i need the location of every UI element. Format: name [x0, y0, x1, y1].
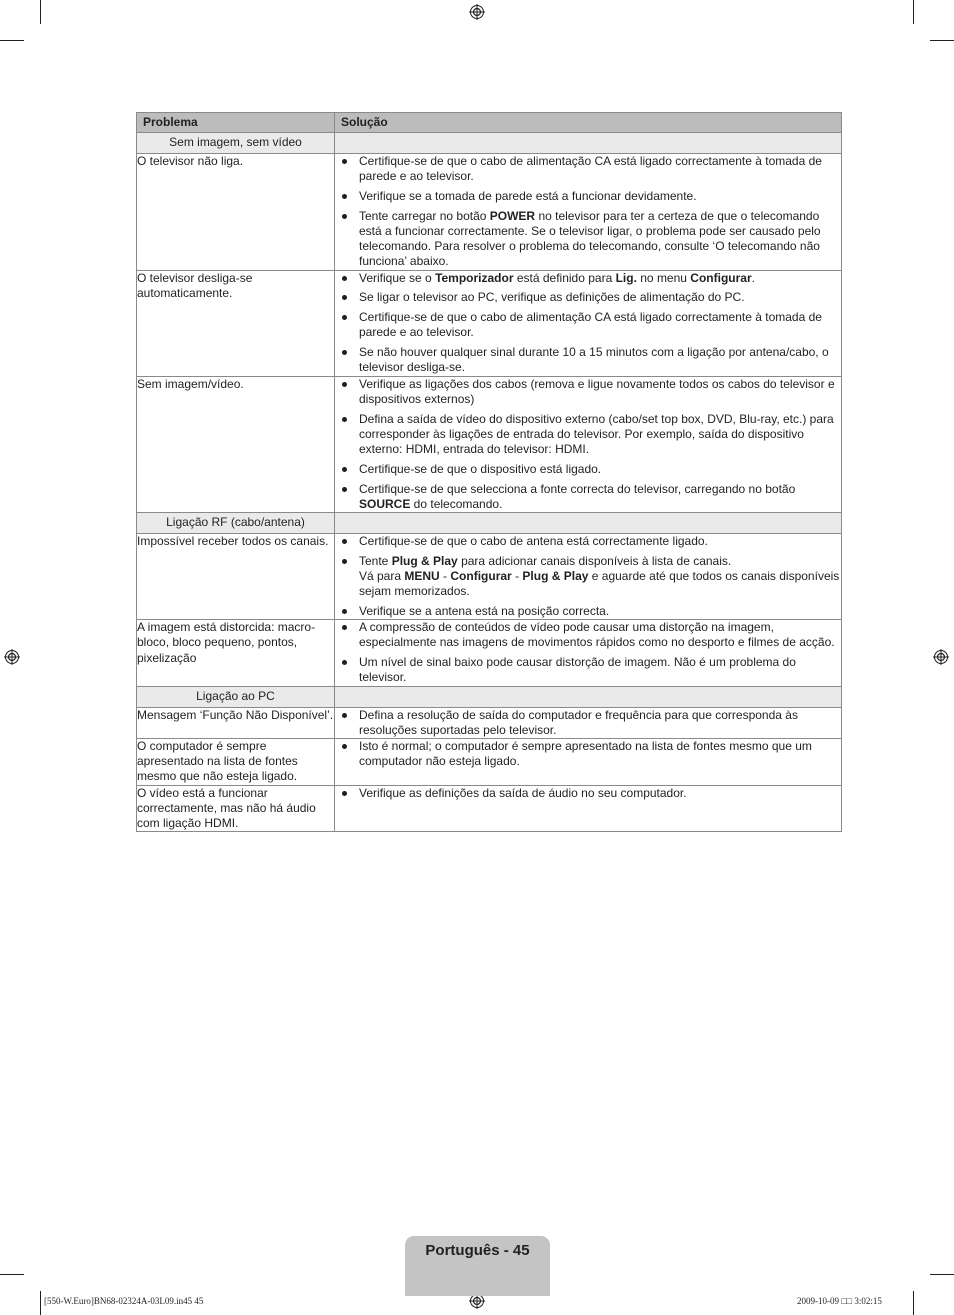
list-item: Defina a resolução de saída do computador e frequência para que corresponda às resoluções suportadas pelo televisor.: [335, 708, 841, 738]
list-item: Isto é normal; o computador é sempre apresentado na lista de fontes mesmo que um computador não esteja ligado.: [335, 739, 841, 769]
solution-cell: [335, 154, 842, 271]
problem-cell: O televisor desliga-se automaticamente.: [137, 270, 335, 376]
section-title: Ligação ao PC: [137, 686, 335, 707]
list-item: Verifique as definições da saída de áudio no seu computador.: [335, 786, 841, 801]
solution-list: [335, 739, 841, 769]
solution-list: [335, 786, 841, 801]
section-empty-cell: [335, 513, 842, 534]
table-row: [137, 376, 842, 512]
problem-cell: A imagem está distorcida: macro-bloco, bloco pequeno, pontos, pixelização: [137, 620, 335, 686]
registration-mark-icon: [469, 4, 485, 20]
problem-cell: Impossível receber todos os canais.: [137, 534, 335, 620]
problem-cell: O vídeo está a funcionar correctamente, mas não há áudio com ligação HDMI.: [137, 785, 335, 832]
problem-cell: Sem imagem/vídeo.: [137, 376, 335, 512]
list-item: Defina a saída de vídeo do dispositivo externo (cabo/set top box, DVD, Blu-ray, etc.) para corresponder às ligações de entrada do televisor. Por exemplo, saída do dispositivo externo: HDMI, entrada do televisor: HDMI.: [335, 412, 841, 458]
section-row: [137, 133, 842, 154]
solution-list: [335, 534, 841, 619]
crop-mark-bottom-left-h: [0, 1274, 24, 1275]
list-item: Certifique-se de que o cabo de alimentação CA está ligado correctamente à tomada de parede e ao televisor.: [335, 154, 841, 184]
table-row: [137, 707, 842, 738]
list-item: Verifique se o Temporizador está definido para Lig. no menu Configurar.: [335, 271, 841, 286]
solution-list: [335, 708, 841, 738]
print-slug-left: [550-W.Euro]BN68-02324A-03L09.in45 45: [44, 1296, 204, 1306]
crop-mark-top-right-h: [930, 40, 954, 41]
table-row: [137, 154, 842, 271]
list-item: Certifique-se de que o cabo de antena está correctamente ligado.: [335, 534, 841, 549]
list-item: Se não houver qualquer sinal durante 10 a 15 minutos com a ligação por antena/cabo, o televisor desliga-se.: [335, 345, 841, 375]
table-row: [137, 739, 842, 786]
table-row: [137, 620, 842, 686]
crop-mark-bottom-right-v: [913, 1291, 914, 1315]
solution-cell: [335, 707, 842, 738]
list-item: Certifique-se de que selecciona a fonte correcta do televisor, carregando no botão SOURCE do telecomando.: [335, 482, 841, 512]
list-item: Tente carregar no botão POWER no televisor para ter a certeza de que o telecomando está a funcionar correctamente. Se o televisor ligar, o problema pode ser causado pelo telecomando. Para resolver o problema do telecomando, consulte ‘O telecomando não funciona’ abaixo.: [335, 209, 841, 270]
crop-mark-top-right-v: [913, 0, 914, 24]
registration-mark-icon: [4, 649, 20, 665]
table-row: [137, 785, 842, 832]
troubleshooting-table: [136, 112, 842, 832]
problem-cell: O computador é sempre apresentado na lista de fontes mesmo que não esteja ligado.: [137, 739, 335, 786]
list-item: Verifique se a tomada de parede está a funcionar devidamente.: [335, 189, 841, 204]
table-row: [137, 534, 842, 620]
problem-cell: Mensagem ‘Função Não Disponível’.: [137, 707, 335, 738]
page-number-label: Português - 45: [425, 1242, 530, 1259]
solution-list: [335, 377, 841, 512]
list-item: Verifique as ligações dos cabos (remova e ligue novamente todos os cabos do televisor e dispositivos externos): [335, 377, 841, 407]
table-header-row: [137, 113, 842, 133]
solution-cell: [335, 534, 842, 620]
table-row: [137, 270, 842, 376]
list-item: Tente Plug & Play para adicionar canais disponíveis à lista de canais. Vá para MENU - Configurar - Plug & Play e aguarde até que todos os canais disponíveis sejam memorizados.: [335, 554, 841, 600]
header-problem: Problema: [137, 113, 335, 133]
solution-list: [335, 620, 841, 685]
solution-cell: [335, 620, 842, 686]
problem-cell: O televisor não liga.: [137, 154, 335, 271]
list-item: Se ligar o televisor ao PC, verifique as definições de alimentação do PC.: [335, 290, 841, 305]
section-empty-cell: [335, 133, 842, 154]
solution-list: [335, 271, 841, 376]
solution-cell: [335, 785, 842, 832]
list-item: Um nível de sinal baixo pode causar distorção de imagem. Não é um problema do televisor.: [335, 655, 841, 685]
list-item: Certifique-se de que o cabo de alimentação CA está ligado correctamente à tomada de parede e ao televisor.: [335, 310, 841, 340]
table-body: [137, 133, 842, 832]
solution-cell: [335, 376, 842, 512]
crop-mark-bottom-right-h: [930, 1274, 954, 1275]
section-title: Sem imagem, sem vídeo: [137, 133, 335, 154]
section-row: [137, 686, 842, 707]
list-item: Certifique-se de que o dispositivo está ligado.: [335, 462, 841, 477]
registration-mark-icon: [933, 649, 949, 665]
page-number-tab: [405, 1236, 550, 1296]
solution-cell: [335, 739, 842, 786]
crop-mark-bottom-left-v: [40, 1291, 41, 1315]
crop-mark-top-left-h: [0, 40, 24, 41]
list-item: Verifique se a antena está na posição correcta.: [335, 604, 841, 619]
crop-mark-top-left-v: [40, 0, 41, 24]
print-slug-right: 2009-10-09 □□ 3:02:15: [797, 1296, 882, 1306]
solution-cell: [335, 270, 842, 376]
solution-list: [335, 154, 841, 270]
section-title: Ligação RF (cabo/antena): [137, 513, 335, 534]
list-item: A compressão de conteúdos de vídeo pode causar uma distorção na imagem, especialmente nas imagens de movimentos rápidos como no desporto e filmes de acção.: [335, 620, 841, 650]
section-row: [137, 513, 842, 534]
header-solution: Solução: [335, 113, 842, 133]
section-empty-cell: [335, 686, 842, 707]
